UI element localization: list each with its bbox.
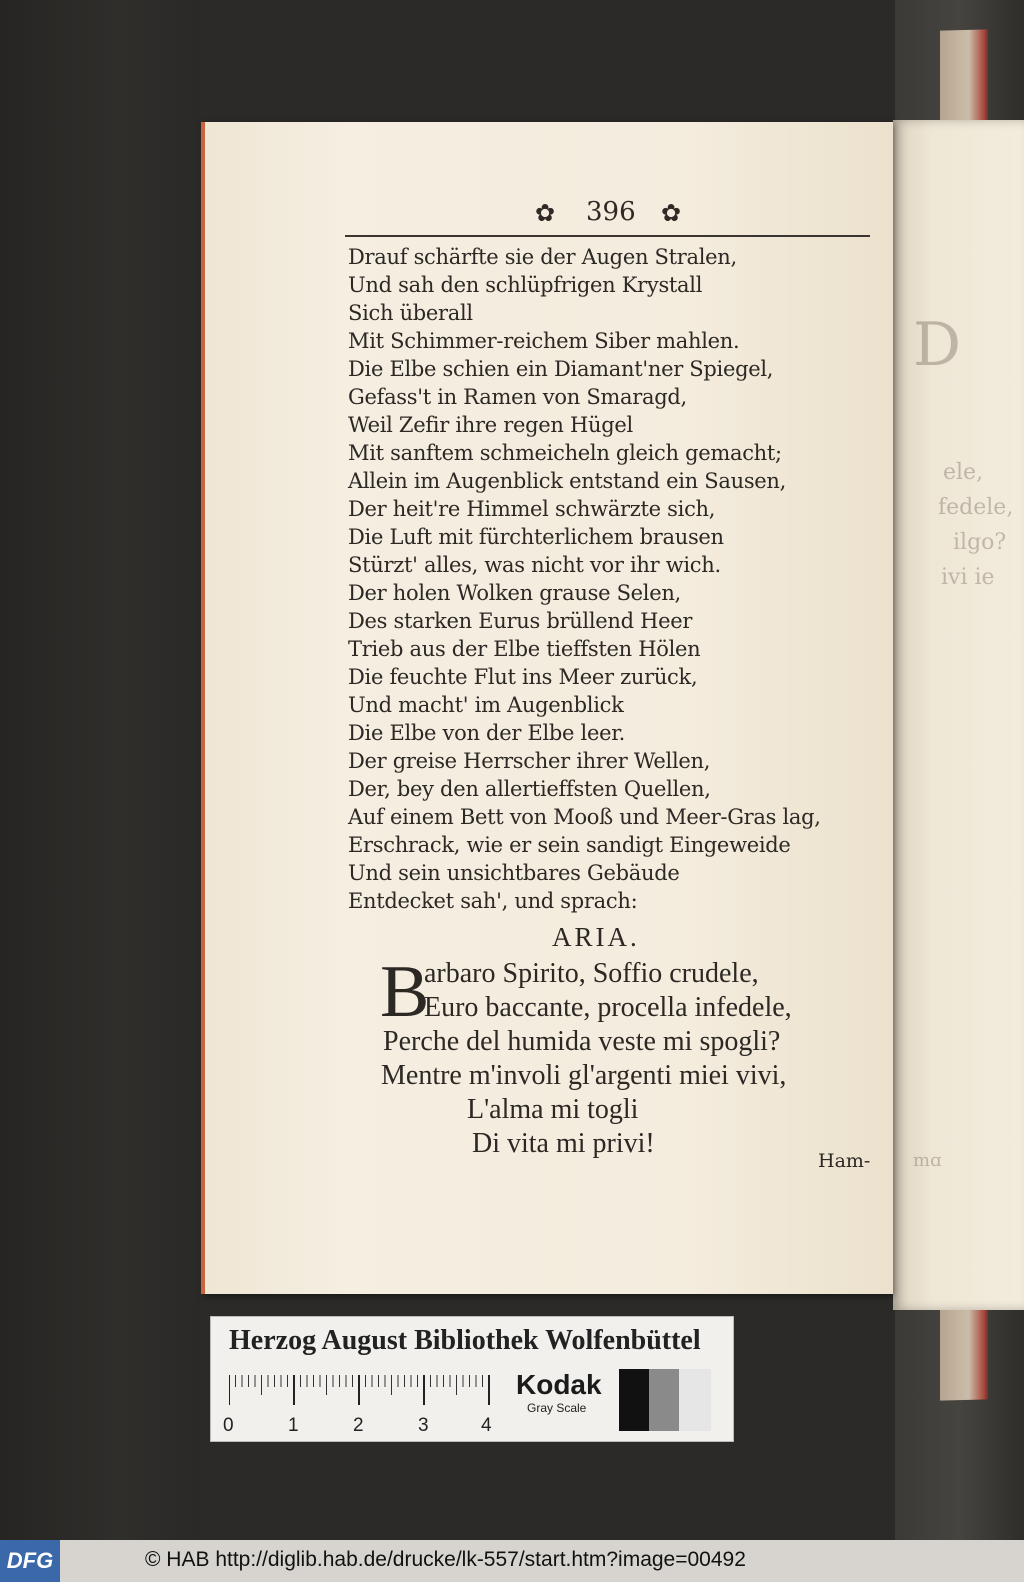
verse-line: Weil Zefir ihre regen Hügel — [348, 413, 633, 437]
dfg-logo[interactable]: DFG — [0, 1540, 60, 1582]
verse-line: Die feuchte Flut ins Meer zurück, — [348, 665, 698, 689]
verse-line: Allein im Augenblick entstand ein Sausen, — [348, 469, 787, 493]
verse-line: Drauf schärfte sie der Augen Stralen, — [348, 245, 737, 269]
verse-line: Der, bey den allertieffsten Quellen, — [348, 777, 711, 801]
ruler-scale — [229, 1375, 504, 1405]
aria-line: Perche del humida veste mi spogli? — [383, 1026, 781, 1057]
verse-line: Trieb aus der Elbe tieffsten Hölen — [348, 637, 701, 661]
facing-page: D ele, fedele, ilgo? ivi ie mɑ — [893, 120, 1024, 1310]
aria-title: ARIA. — [552, 922, 640, 952]
verse-line: Erschrack, wie er sein sandigt Eingeweide — [348, 833, 791, 857]
kodak-logo: Kodak — [516, 1369, 602, 1400]
aria-line: arbaro Spirito, Soffio crudele, — [424, 958, 759, 989]
aria-line: Di vita mi privi! — [472, 1128, 655, 1159]
ruler-label: 4 — [481, 1415, 492, 1436]
footer-bar — [0, 1540, 1024, 1582]
ruler-label: 2 — [353, 1415, 364, 1436]
background-left — [0, 0, 200, 1540]
verse-line: Der heit're Himmel schwärzte sich, — [348, 497, 716, 521]
verse-line: Entdecket sah', und sprach: — [348, 889, 638, 913]
verse-line: Die Luft mit fürchterlichem brausen — [348, 525, 724, 549]
verse-line: Und sah den schlüpfrigen Krystall — [348, 273, 703, 297]
gray-swatch-mid — [649, 1369, 679, 1431]
gray-swatch-light — [679, 1369, 711, 1431]
aria-line: L'alma mi togli — [467, 1094, 639, 1125]
page-number: 396 — [586, 197, 636, 227]
verse-line: Gefass't in Ramen von Smaragd, — [348, 385, 687, 409]
verse-line: Der greise Herrscher ihrer Wellen, — [348, 749, 711, 773]
verse-line: Mit sanftem schmeicheln gleich gemacht; — [348, 441, 782, 465]
gray-swatch-black — [619, 1369, 649, 1431]
library-name: Herzog August Bibliothek Wolfenbüttel — [229, 1325, 701, 1356]
dropcap-letter: B — [380, 951, 430, 1033]
verse-line: Und sein unsichtbares Gebäude — [348, 861, 680, 885]
ornament-right-icon: ✿ — [661, 199, 682, 227]
page-header — [345, 195, 870, 237]
copyright-url[interactable]: © HAB http://diglib.hab.de/drucke/lk-557/start.htm?image=00492 — [145, 1548, 746, 1571]
verse-line: Und macht' im Augenblick — [348, 693, 624, 717]
verse-line: Des starken Eurus brüllend Heer — [348, 609, 693, 633]
verse-line: Mit Schimmer-reichem Siber mahlen. — [348, 329, 740, 353]
ruler-label: 1 — [288, 1415, 299, 1436]
ruler-label: 0 — [223, 1415, 234, 1436]
verse-line: Der holen Wolken grause Selen, — [348, 581, 681, 605]
color-reference-card — [210, 1316, 734, 1442]
ruler-label: 3 — [418, 1415, 429, 1436]
aria-line: Euro baccante, procella infedele, — [424, 992, 792, 1023]
aria-line: Mentre m'involi gl'argenti miei vivi, — [381, 1060, 787, 1091]
ornament-left-icon: ✿ — [535, 199, 556, 227]
verse-line: Die Elbe von der Elbe leer. — [348, 721, 626, 745]
verse-line: Sich überall — [348, 301, 473, 325]
catchword: Ham- — [818, 1150, 871, 1172]
verse-line: Stürzt' alles, was nicht vor ihr wich. — [348, 553, 721, 577]
verse-line: Auf einem Bett von Mooß und Meer-Gras lag, — [348, 805, 821, 829]
kodak-subtitle: Gray Scale — [527, 1401, 587, 1415]
verse-line: Die Elbe schien ein Diamant'ner Spiegel, — [348, 357, 774, 381]
